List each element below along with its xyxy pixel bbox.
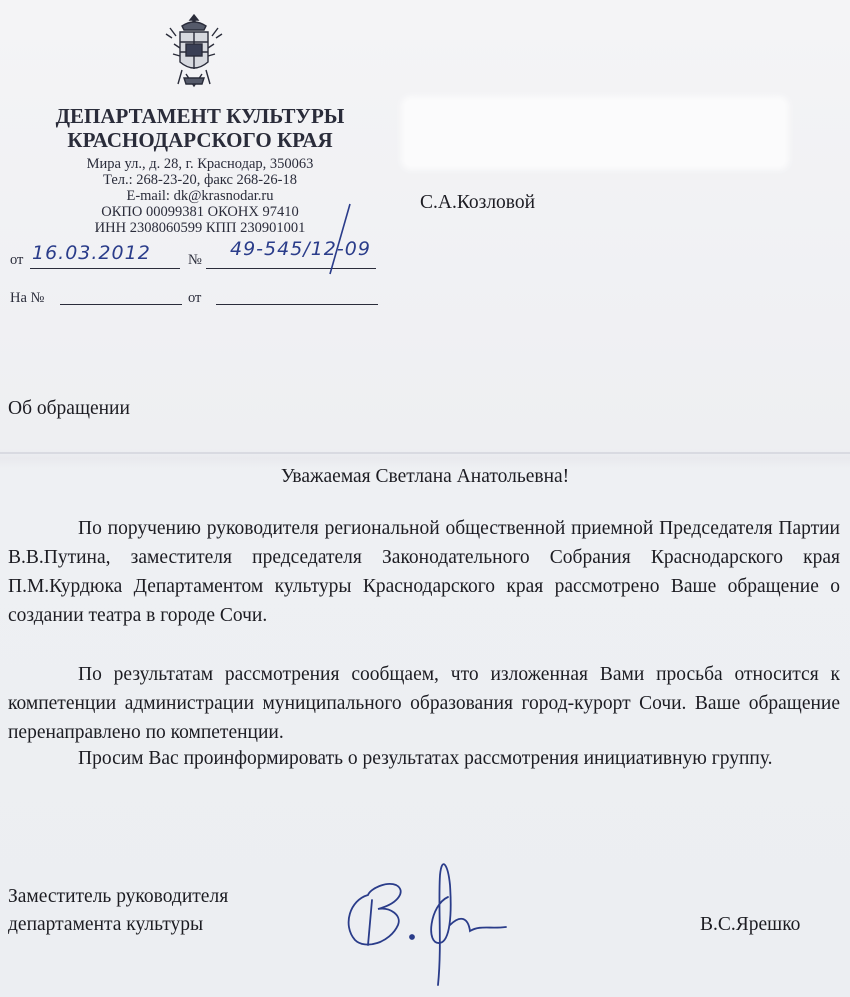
department-phone: Тел.: 268-23-20, факс 268-26-18 — [103, 172, 297, 188]
department-inn: ИНН 2308060599 КПП 230901001 — [94, 220, 306, 236]
body-paragraph-2: По результатам рассмотрения сообщаем, что изложенная Вами просьба относится к компетенции администрации муниципального образования город-курорт Сочи. Ваше обращение перенаправлено по компетенции. — [8, 664, 840, 743]
department-okpo: ОКПО 00099381 ОКОНХ 97410 — [101, 204, 299, 220]
paper-fold — [0, 452, 850, 454]
number-prefix: № — [188, 252, 202, 268]
letter-subject: Об обращении — [8, 398, 130, 419]
letter-greeting: Уважаемая Светлана Анатольевна! — [280, 466, 570, 487]
signatory-title-line1: Заместитель руководителя — [8, 886, 229, 907]
date-value: 16.03.2012 — [32, 242, 151, 264]
recipient-name: С.А.Козловой — [420, 192, 536, 213]
handwritten-signature-icon — [330, 845, 530, 995]
signatory-name: В.С.Ярешко — [700, 914, 801, 935]
department-name-line1: ДЕПАРТАМЕНТ КУЛЬТУРЫ — [55, 104, 345, 128]
department-name-line2: КРАСНОДАРСКОГО КРАЯ — [67, 128, 333, 152]
department-address: Мира ул., д. 28, г. Краснодар, 350063 — [86, 156, 314, 172]
body-paragraph-3: Просим Вас проинформировать о результатах рассмотрения инициативную группу. — [78, 748, 773, 769]
ink-stroke-icon — [300, 200, 360, 280]
date-prefix: от — [10, 252, 24, 268]
date-underline — [30, 268, 180, 269]
reference-number-underline — [60, 304, 182, 305]
coat-of-arms-icon — [164, 14, 224, 90]
reference-prefix: На № — [10, 290, 45, 306]
signatory-title-line2: департамента культуры — [8, 914, 204, 935]
redacted-area — [405, 100, 785, 166]
reference-date-underline — [216, 304, 378, 305]
department-email: E-mail: dk@krasnodar.ru — [126, 188, 274, 204]
reference-from: от — [188, 290, 202, 306]
number-value: 49-545/12-09 — [230, 238, 371, 260]
body-paragraph-1: По поручению руководителя региональной общественной приемной Председателя Партии В.В.Путина, заместителя председателя Законодательного Собрания Краснодарского края П.М.Курдюка Департаментом культуры Краснодарского края рассмотрено Ваше обращение о создании театра в городе Сочи. — [8, 518, 840, 626]
